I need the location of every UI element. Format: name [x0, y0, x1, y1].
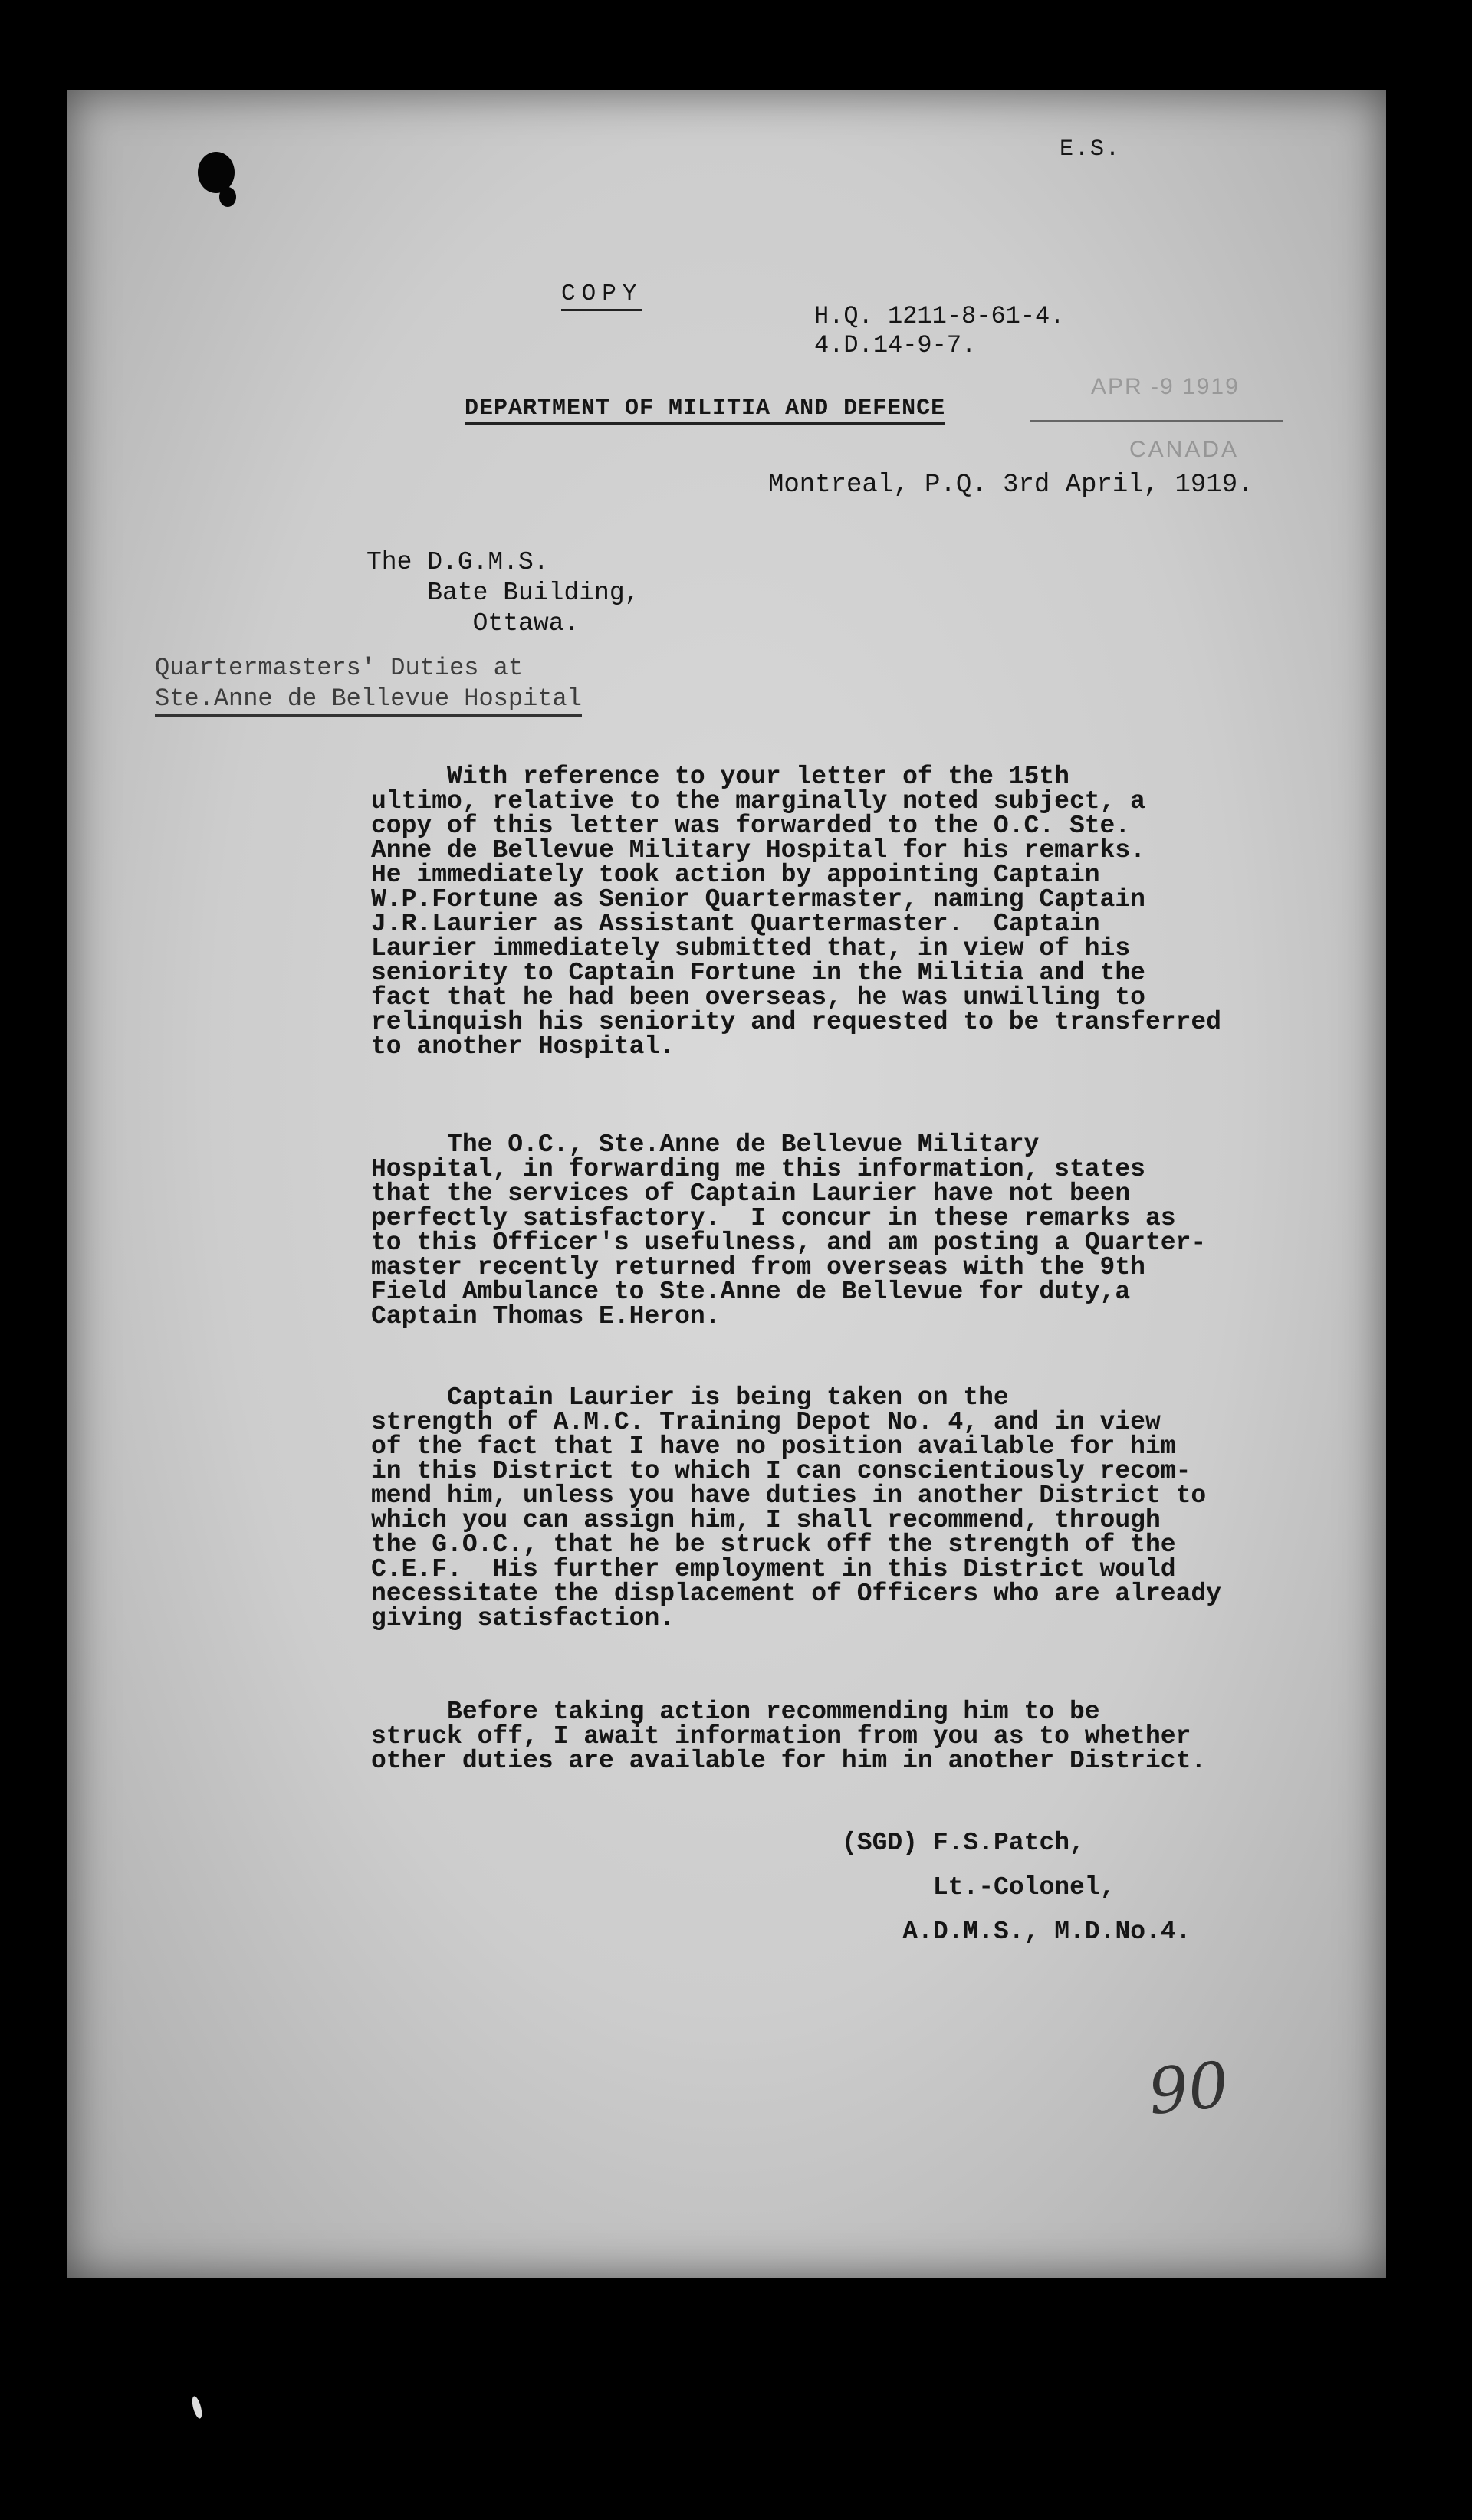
- stamp-country: CANADA: [1129, 437, 1240, 462]
- stamp-rule: [1030, 420, 1283, 422]
- body-line: to another Hospital.: [371, 1032, 675, 1061]
- body-line: Anne de Bellevue Military Hospital for his remarks.: [371, 836, 1145, 865]
- handwritten-folio-number: 90: [1145, 2048, 1233, 2130]
- subject-line-1: Quartermasters' Duties at: [155, 654, 524, 682]
- body-line: W.P.Fortune as Senior Quartermaster, naming Captain: [371, 885, 1145, 914]
- signature-line: Lt.-Colonel,: [842, 1873, 1116, 1901]
- paragraph-1: [371, 765, 1414, 1059]
- body-line: J.R.Laurier as Assistant Quartermaster. Captain: [371, 910, 1100, 938]
- body-line: He immediately took action by appointing Captain: [371, 861, 1100, 889]
- address-line: Bate Building,: [366, 579, 640, 607]
- body-line: giving satisfaction.: [371, 1604, 675, 1632]
- recipient-address: [366, 547, 639, 639]
- body-line: strength of A.M.C. Training Depot No. 4, and in view: [371, 1408, 1161, 1436]
- address-line: Ottawa.: [366, 609, 580, 638]
- body-line: in this District to which I can conscientiously recom-: [371, 1457, 1191, 1485]
- body-line: ultimo, relative to the marginally noted subject, a: [371, 787, 1145, 815]
- body-line: Laurier immediately submitted that, in view of his: [371, 934, 1131, 963]
- body-line: necessitate the displacement of Officers who are already: [371, 1580, 1221, 1608]
- signature-line: (SGD) F.S.Patch,: [842, 1829, 1085, 1857]
- body-line: The O.C., Ste.Anne de Bellevue Military: [371, 1130, 1040, 1159]
- body-line: relinquish his seniority and requested to be transferred: [371, 1008, 1221, 1036]
- body-line: Hospital, in forwarding me this information, states: [371, 1155, 1145, 1183]
- body-line: that the services of Captain Laurier have not been: [371, 1180, 1131, 1208]
- body-line: Before taking action recommending him to be: [371, 1698, 1100, 1726]
- address-line: The D.G.M.S.: [366, 548, 549, 576]
- stamp-date: APR -9 1919: [1091, 374, 1240, 399]
- document-page: [67, 90, 1386, 2278]
- body-line: which you can assign him, I shall recommend, through: [371, 1506, 1161, 1534]
- paragraph-2: [371, 1130, 1414, 1331]
- ink-blot-small: [219, 187, 236, 207]
- reference-line: H.Q. 1211-8-61-4.: [814, 302, 1065, 330]
- paragraph-4: [371, 1700, 1414, 1774]
- paragraph-3: [371, 1383, 1414, 1632]
- signature-line: A.D.M.S., M.D.No.4.: [842, 1918, 1191, 1946]
- body-line: other duties are available for him in another District.: [371, 1747, 1207, 1775]
- body-line: struck off, I await information from you as to whether: [371, 1722, 1191, 1751]
- es-mark: E.S.: [1060, 136, 1122, 162]
- body-line: to this Officer's usefulness, and am posting a Quarter-: [371, 1229, 1207, 1257]
- department-heading: DEPARTMENT OF MILITIA AND DEFENCE: [465, 395, 945, 425]
- reference-line: 4.D.14-9-7.: [814, 331, 977, 359]
- place-date: Montreal, P.Q. 3rd April, 1919.: [768, 471, 1254, 500]
- copy-label: COPY: [561, 281, 642, 311]
- body-line: perfectly satisfactory. I concur in these remarks as: [371, 1204, 1176, 1232]
- body-line: the G.O.C., that he be struck off the strength of the: [371, 1531, 1176, 1559]
- body-line: C.E.F. His further employment in this District would: [371, 1555, 1176, 1583]
- received-stamp: [1030, 336, 1283, 462]
- body-line: Captain Thomas E.Heron.: [371, 1302, 721, 1331]
- body-line: seniority to Captain Fortune in the Militia and the: [371, 959, 1145, 987]
- body-line: of the fact that I have no position available for him: [371, 1432, 1176, 1461]
- body-line: master recently returned from overseas with the 9th: [371, 1253, 1145, 1281]
- subject-line-2: Ste.Anne de Bellevue Hospital: [155, 684, 582, 717]
- reference-numbers: [814, 302, 1064, 360]
- body-line: mend him, unless you have duties in another District to: [371, 1481, 1207, 1510]
- body-line: Field Ambulance to Ste.Anne de Bellevue for duty,a: [371, 1278, 1131, 1306]
- body-line: With reference to your letter of the 15th: [371, 763, 1070, 791]
- body-line: copy of this letter was forwarded to the O.C. Ste.: [371, 812, 1131, 840]
- body-line: Captain Laurier is being taken on the: [371, 1383, 1009, 1412]
- signature-block: [842, 1821, 1191, 1954]
- marginal-subject: [155, 653, 582, 717]
- scan-speck: [190, 2395, 203, 2420]
- body-line: fact that he had been overseas, he was unwilling to: [371, 983, 1145, 1012]
